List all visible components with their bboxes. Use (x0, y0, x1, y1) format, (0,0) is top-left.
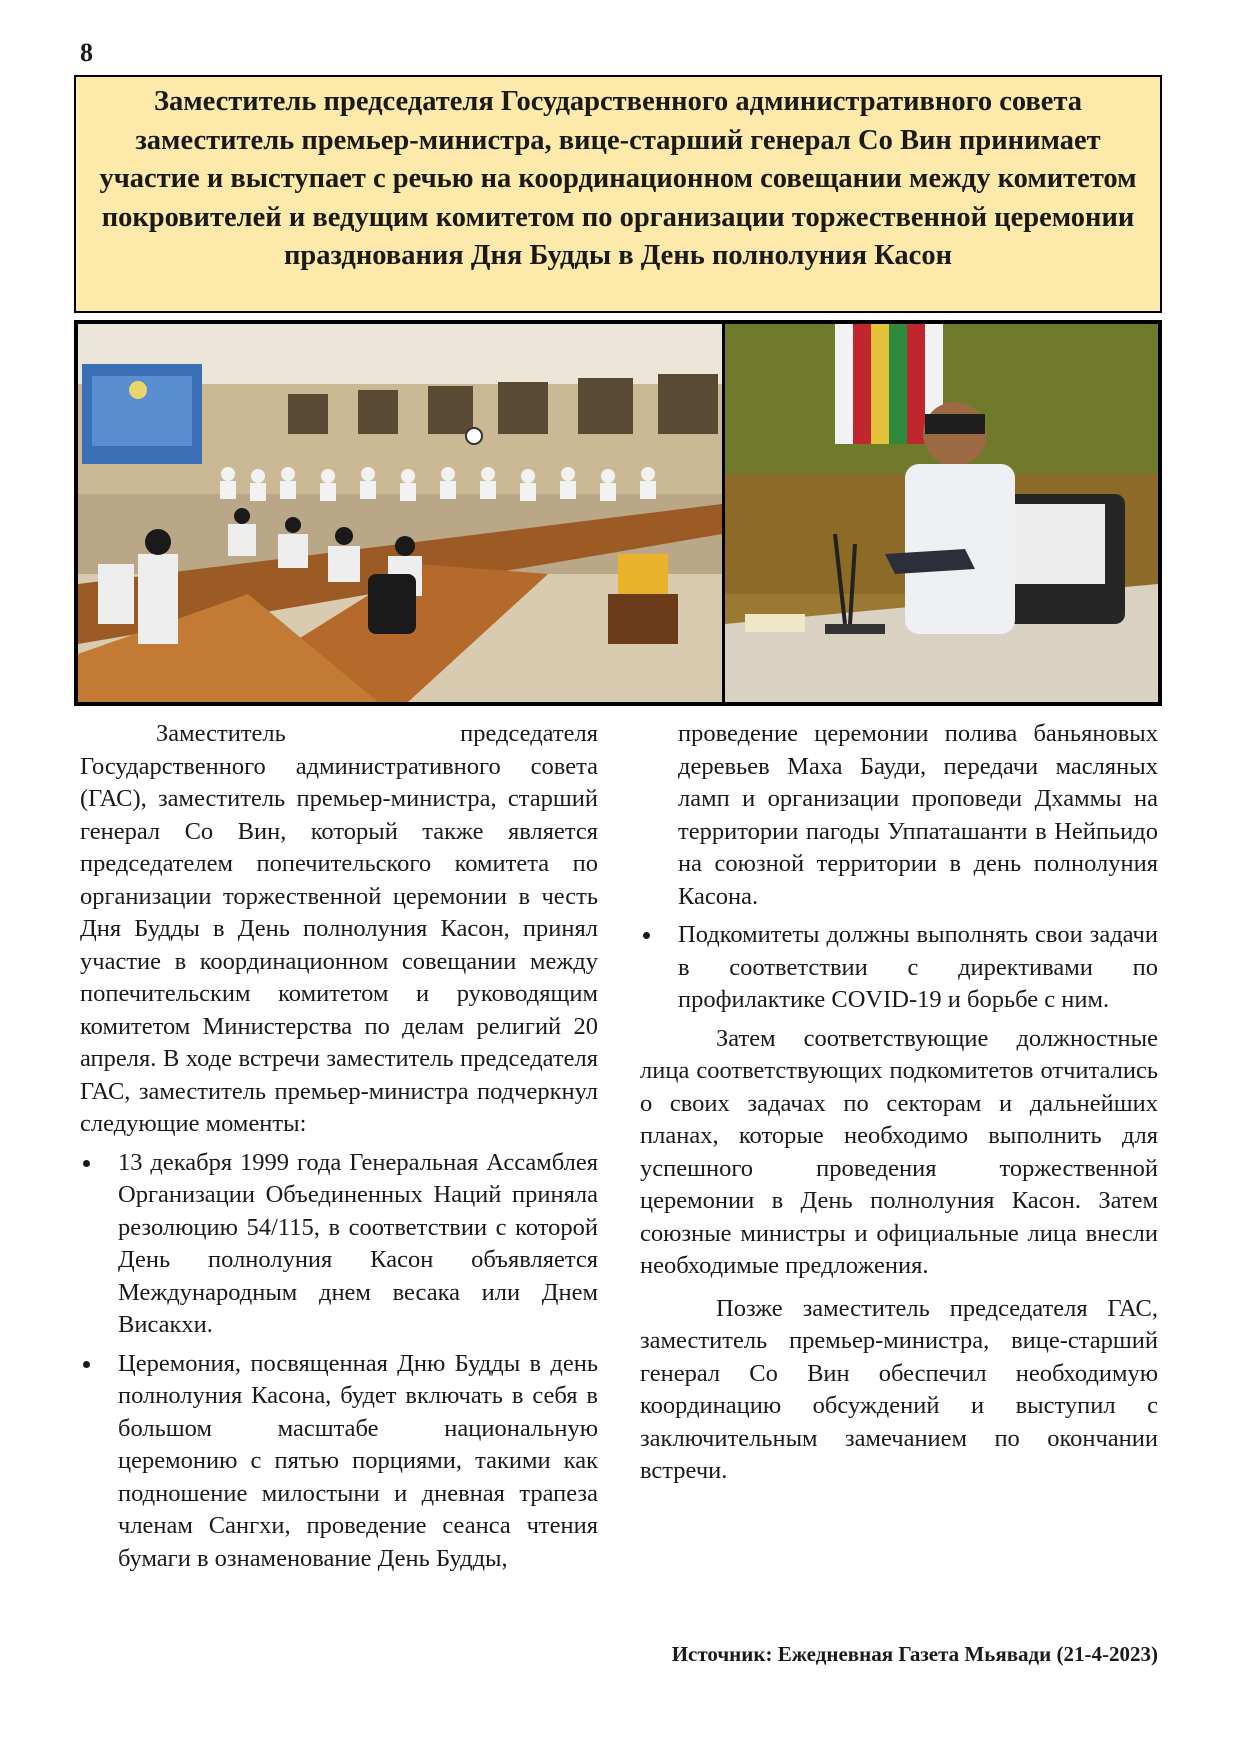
right-column (640, 718, 1158, 1488)
page-number: 8 (80, 38, 93, 67)
speaker-photo (725, 324, 1158, 702)
left-column (80, 718, 598, 1581)
list-item: Подкомитеты должны выполнять свои задачи в соответствии с директивами по профилактике COVID-19 и борьбе с ним. (640, 919, 1158, 1017)
source-credit: Источник: Ежедневная Газета Мьявади (21-4-2023) (671, 1642, 1158, 1666)
closing-paragraph: Позже заместитель председателя ГАС, заместитель премьер-министра, вице-старший генерал Со Вин обеспечил необходимую координацию обсуждений и выступил с заключительным замечанием по окончании встречи. (640, 1294, 1158, 1484)
meeting-room-photo (78, 324, 722, 702)
reports-paragraph: Затем соответствующие должностные лица соответствующих подкомитетов отчитались о своих задачах по секторам и дальнейших планах, которые необходимо выполнить для успешного проведения торжественной церемонии в День полнолуния Касон. Затем союзные министры и официальные лица внесли необходимые предложения. (640, 1024, 1158, 1279)
list-item-continuation: проведение церемонии полива баньяновых деревьев Маха Бауди, передачи масляных ламп и организации проповеди Дхаммы на территории пагоды Уппаташанти в Нейпьидо на союзной территории в день полнолуния Касона. (678, 720, 1158, 910)
headline-box (74, 75, 1162, 313)
headline: Заместитель председателя Государственного административного совета заместитель премьер-министра, вице-старший генерал Со Вин принимает участие и выступает с речью на координационном совещании между комитетом покровителей и ведущим комитетом по организации торжественной церемонии празднования Дня Будды в День полнолуния Касон (99, 86, 1137, 271)
intro-paragraph: Заместитель председателя Государственного административного совета (ГАС), заместитель премьер-министра, старший генерал Со Вин, который также является председателем попечительского комитета по организации торжественной церемонии в честь Дня Будды в День полнолуния Касон, принял участие в координационном совещании между попечительским комитетом и руководящим комитетом Министерства по делам религий 20 апреля. В ходе встречи заместитель председателя ГАС, заместитель премьер-министра подчеркнул следующие моменты: (80, 720, 598, 1137)
key-points-list-continued (640, 919, 1158, 1017)
photo-strip (74, 320, 1162, 706)
list-item: 13 декабря 1999 года Генеральная Ассамблея Организации Объединенных Наций приняла резолюцию 54/115, в соответствии с которой День полнолуния Касон объявляется Международным днем весака или Днем Висакхи. (80, 1147, 598, 1342)
list-item: Церемония, посвященная Дню Будды в день полнолуния Касона, будет включать в себя в большом масштабе национальную церемонию с пятью порциями, такими как подношение милостыни и дневная трапеза членам Сангхи, проведение сеанса чтения бумаги в ознаменование День Будды, (80, 1348, 598, 1576)
key-points-list (80, 1147, 598, 1576)
